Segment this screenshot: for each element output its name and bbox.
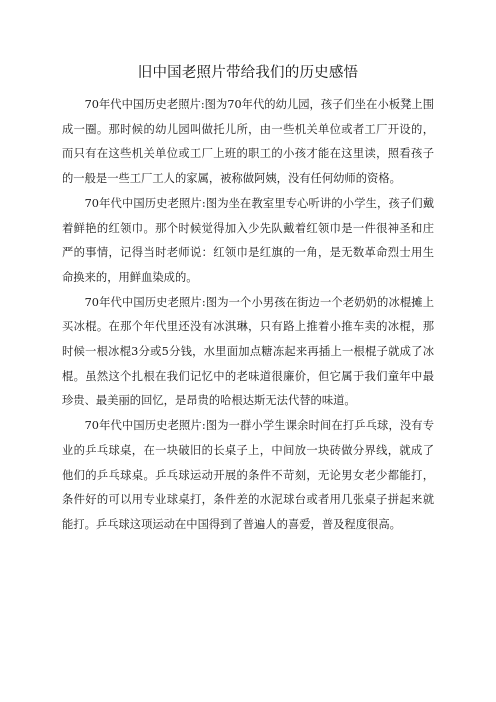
- paragraph-ping-pong: 70年代中国历史老照片:图为一群小学生课余时间在打乒乓球，没有专业的乒乓球桌，在一块破旧的长桌子上，中间放一块砖做分界线，就成了他们的乒乓球桌。乒乓球运动开展的条件不苛刻，无论男女老少都能打，条件好的可以用专业球桌打，条件差的水泥球台或者用几张桌子拼起来就能打。乒乓球这项运动在中国得到了普遍人的喜爱，普及程度很高。: [62, 419, 434, 531]
- paragraph-classroom: 70年代中国历史老照片:图为坐在教室里专心听讲的小学生，孩子们戴着鲜艳的红领巾。那个时候觉得加入少先队戴着红领巾是一件很神圣和庄严的事情，记得当时老师说：红领巾是红旗的一角，是无数革命烈士用生命换来的，用鲜血染成的。: [62, 196, 434, 284]
- paragraph-kindergarten: 70年代中国历史老照片:图为70年代的幼儿园，孩子们坐在小板凳上围成一圈。那时候的幼儿园叫做托儿所，由一些机关单位或者工厂开设的，而只有在这些机关单位或工厂上班的职工的小孩才能在这里读，照看孩子的一般是一些工厂工人的家属，被称做阿姨，没有任何幼师的资格。: [62, 98, 434, 186]
- paragraph-popsicle: 70年代中国历史老照片:图为一个小男孩在街边一个老奶奶的冰棍摊上买冰棍。在那个年代里还没有冰淇琳，只有路上推着小推车卖的冰棍，那时候一根冰棍3分或5分钱，水里面加点糖冻起来再插上一根棍子就成了冰棍。虽然这个扎根在我们记忆中的老味道很廉价，但它属于我们童年中最珍贵、最美丽的回忆，是昂贵的哈根达斯无法代替的味道。: [62, 295, 434, 408]
- document-body: [62, 93, 434, 538]
- document-title: 旧中国老照片带给我们的历史感悟: [137, 65, 359, 81]
